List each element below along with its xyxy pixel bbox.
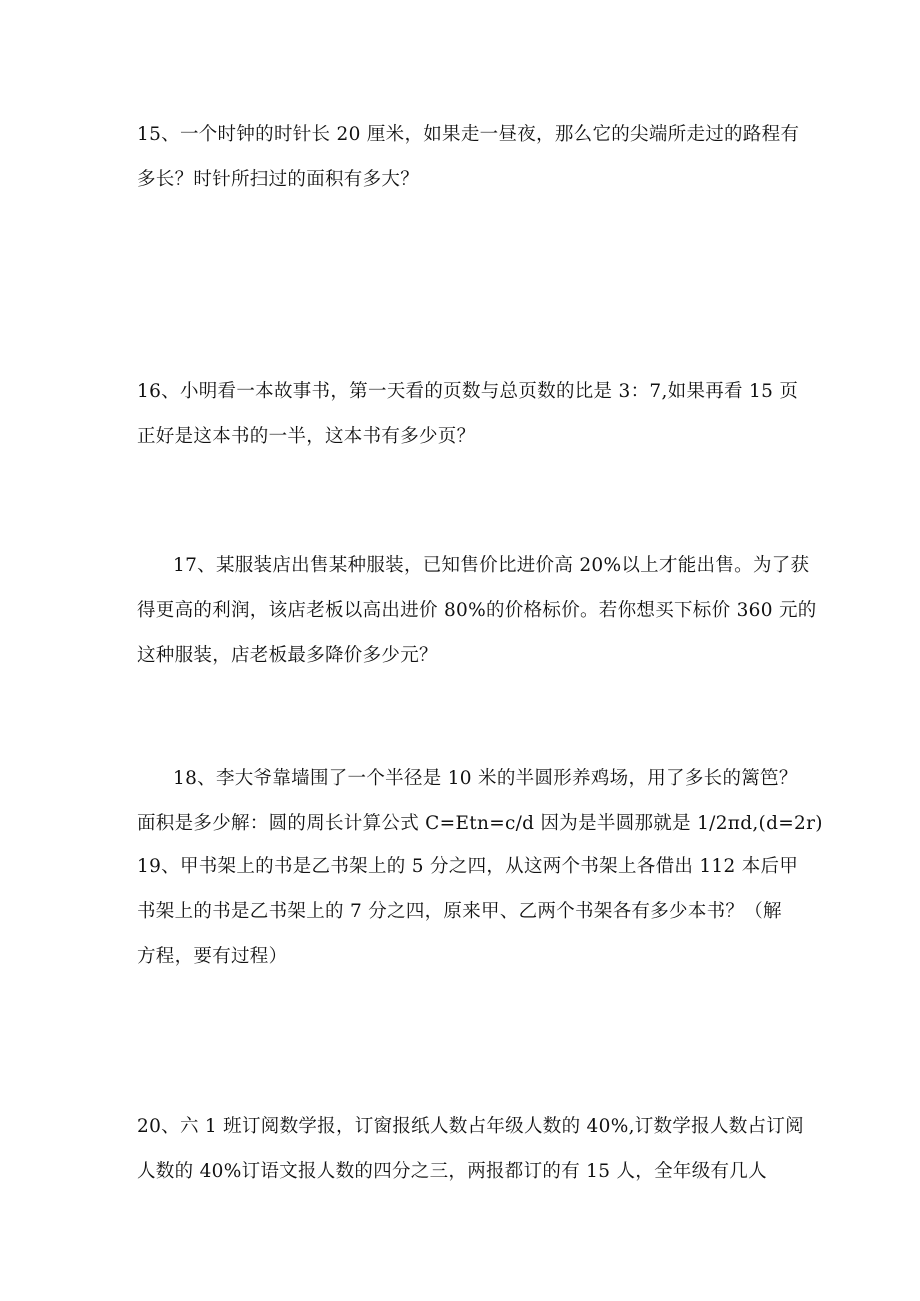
question-line: 19、甲书架上的书是乙书架上的 5 分之四，从这两个书架上各借出 112 本后甲 bbox=[137, 856, 799, 877]
question-line: 人数的 40%订语文报人数的四分之三，两报都订的有 15 人，全年级有几人 bbox=[137, 1161, 767, 1182]
question-line: 18、李大爷靠墙围了一个半径是 10 米的半圆形养鸡场，用了多长的篱笆？ bbox=[173, 768, 798, 789]
question-line: 正好是这本书的一半，这本书有多少页？ bbox=[137, 426, 476, 447]
question-line: 这种服装，店老板最多降价多少元？ bbox=[137, 645, 438, 666]
question-line: 得更高的利润，该店老板以高出进价 80%的价格标价。若你想买下标价 360 元的 bbox=[137, 600, 817, 621]
question-line: 多长？时针所扫过的面积有多大？ bbox=[137, 169, 420, 190]
question-line: 15、一个时钟的时针长 20 厘米，如果走一昼夜，那么它的尖端所走过的路程有 bbox=[137, 124, 800, 145]
question-line: 面积是多少解：圆的周长计算公式 C=Etn=c/d 因为是半圆那就是 1/2πd,(d=2r) bbox=[137, 813, 823, 834]
question-line: 书架上的书是乙书架上的 7 分之四，原来甲、乙两个书架各有多少本书？（解 bbox=[137, 901, 782, 922]
question-line: 16、小明看一本故事书，第一天看的页数与总页数的比是 3：7,如果再看 15 页 bbox=[137, 381, 799, 402]
question-line: 17、某服装店出售某种服装，已知售价比进价高 20%以上才能出售。为了获 bbox=[173, 555, 810, 576]
question-line: 20、六 1 班订阅数学报，订窗报纸人数占年级人数的 40%,订数学报人数占订阅 bbox=[137, 1116, 804, 1137]
question-line: 方程，要有过程） bbox=[137, 946, 288, 967]
